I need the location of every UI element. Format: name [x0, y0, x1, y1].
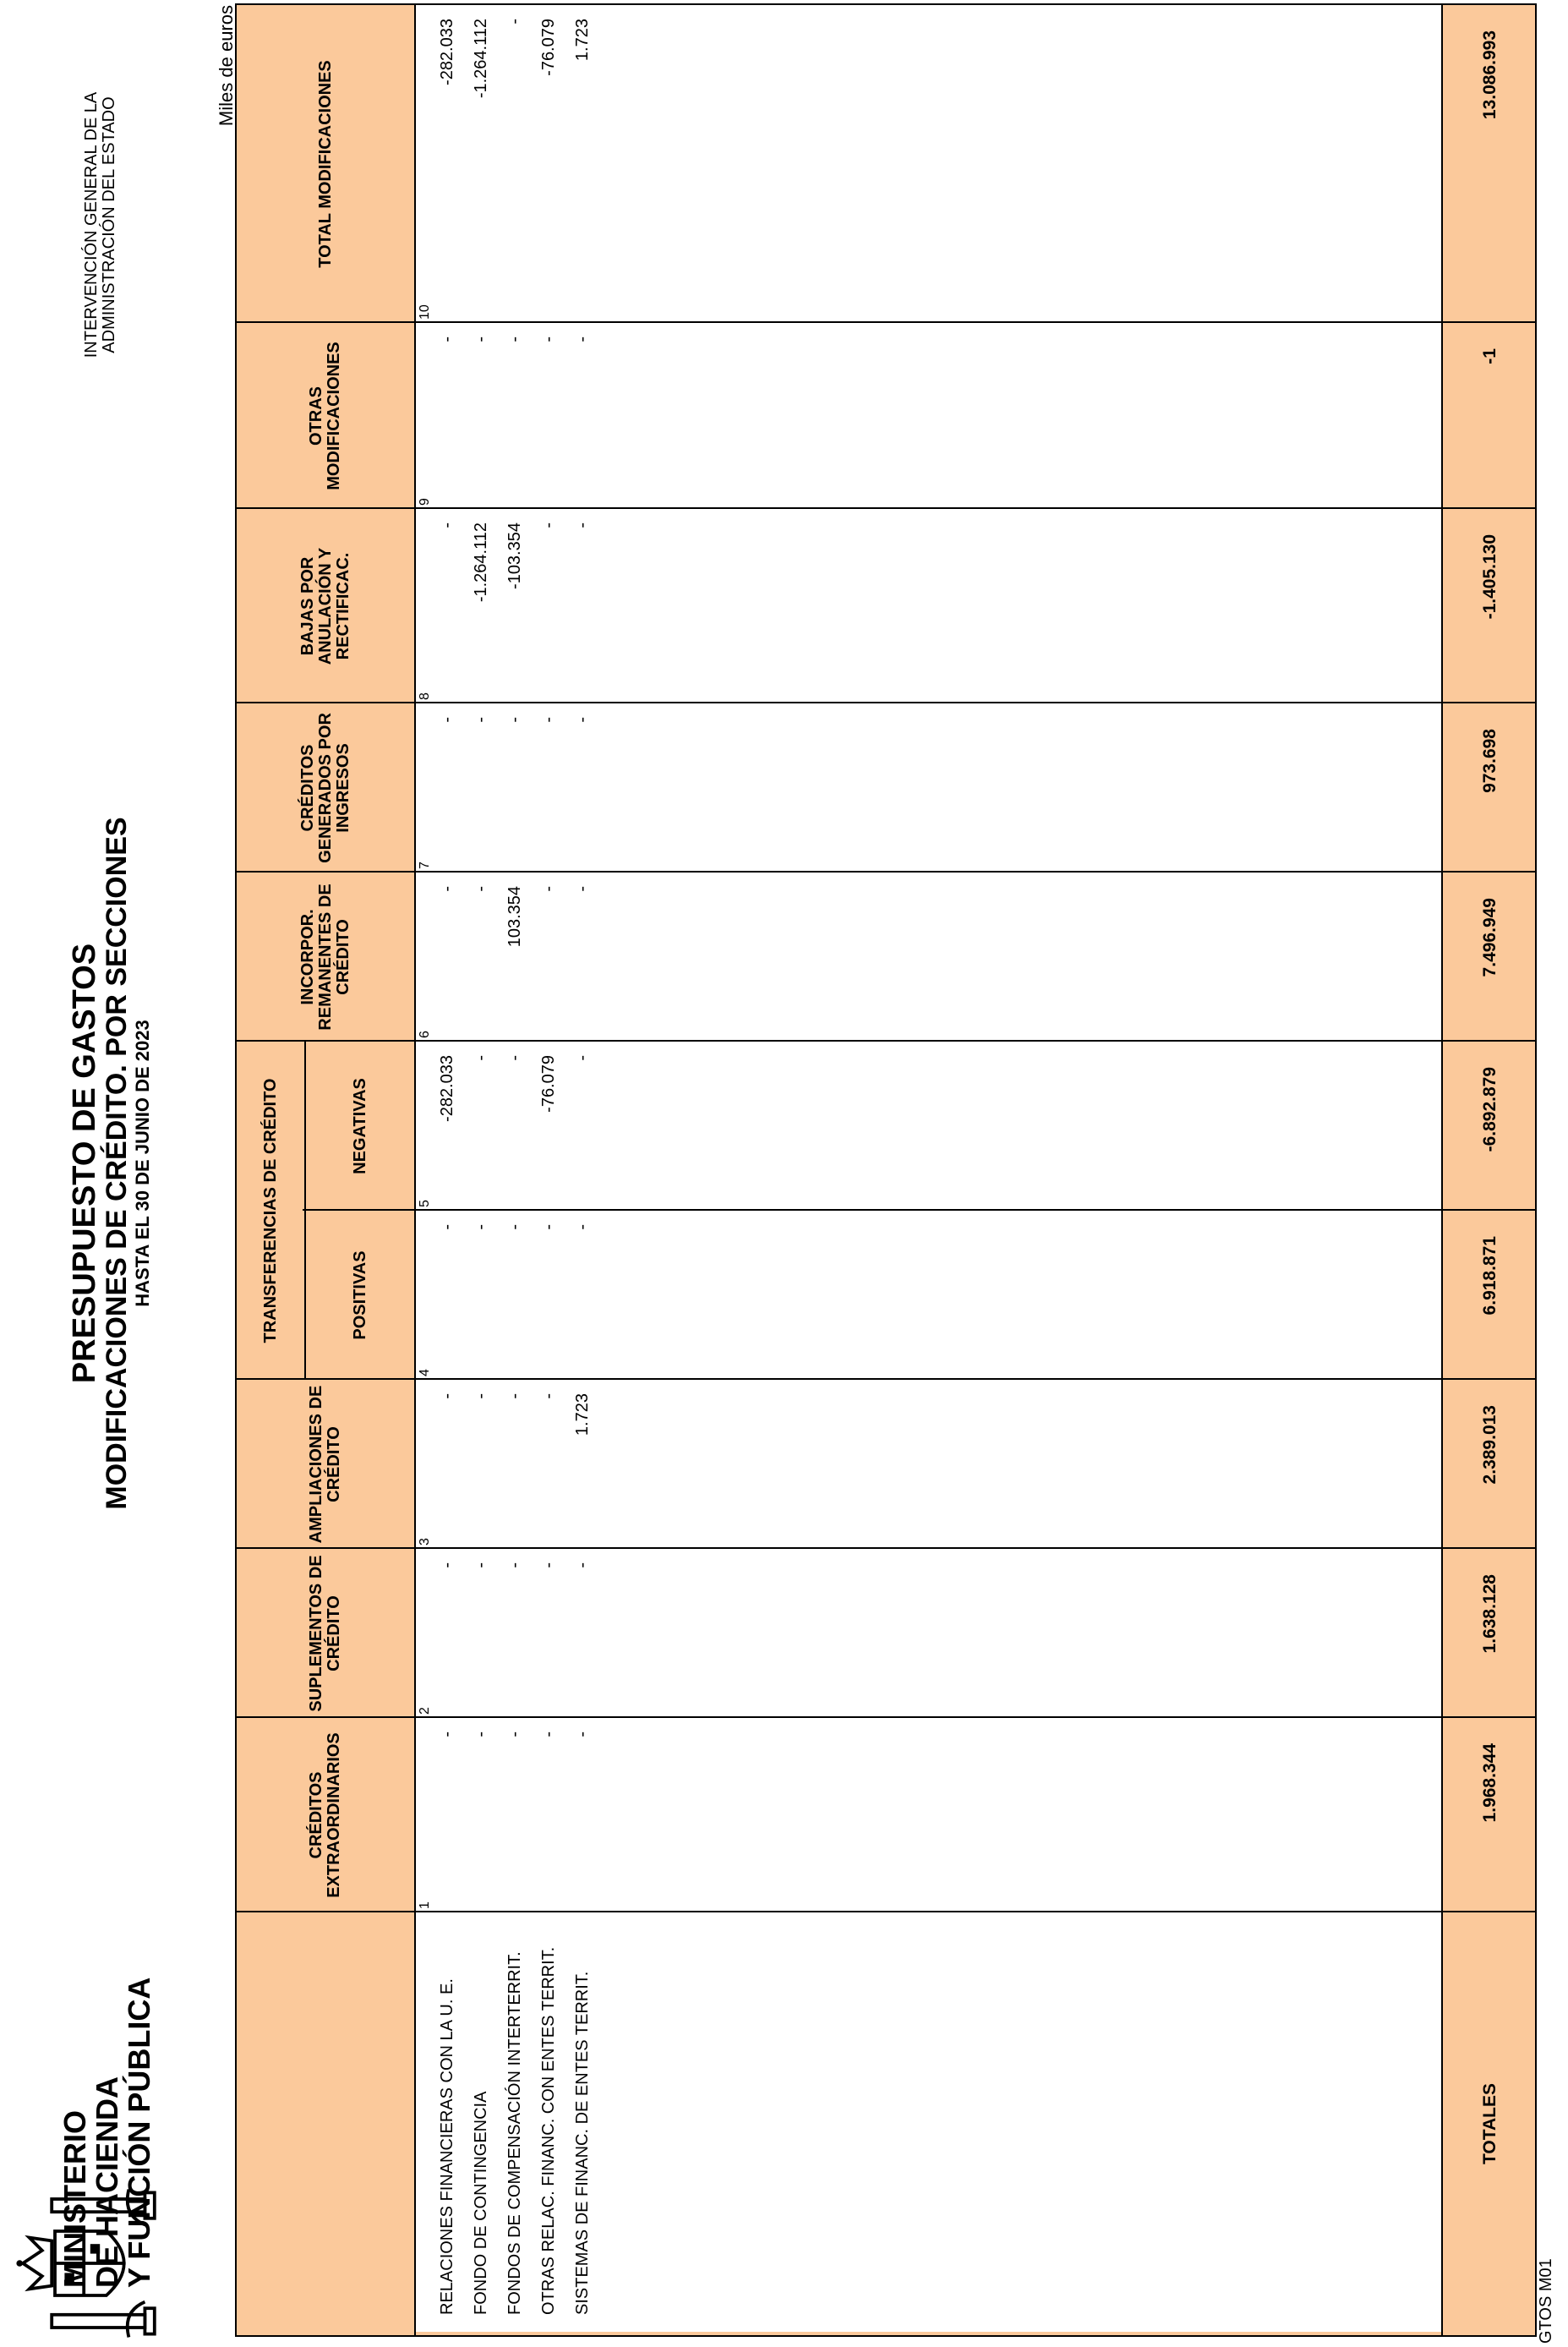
table-cell: -	[539, 336, 558, 342]
agency-name	[83, 47, 118, 402]
table-cell: -	[539, 1224, 558, 1230]
row-label: FONDOS DE COMPENSACIÓN INTERTERRIT.	[505, 1951, 524, 2315]
total-cell: 1.968.344	[1480, 1743, 1500, 1823]
table-cell: -	[505, 1224, 524, 1230]
total-cell: -6.892.879	[1480, 1067, 1500, 1152]
column-header: BAJAS POR ANULACIÓN Y RECTIFICAC.	[298, 547, 352, 665]
table-cell: 103.354	[505, 886, 524, 948]
modifications-table	[235, 3, 1537, 2337]
column-rule	[237, 1547, 1535, 1549]
column-rule	[237, 1040, 1535, 1042]
table-cell: -	[539, 1393, 558, 1399]
report-date: HASTA EL 30 DE JUNIO DE 2023	[132, 1020, 153, 1307]
table-cell: -	[539, 1732, 558, 1737]
column-rule	[237, 871, 1535, 873]
header-rule	[414, 5, 416, 2335]
total-cell: 2.389.013	[1480, 1405, 1500, 1485]
column-rule	[237, 321, 1535, 323]
ministry-line: Y FUNCIÓN PÚBLICA	[122, 1977, 156, 2288]
total-cell: 13.086.993	[1480, 30, 1500, 120]
table-cell: -76.079	[539, 19, 558, 76]
row-label: SISTEMAS DE FINANC. DE ENTES TERRIT.	[573, 1971, 592, 2315]
table-cell: -	[472, 336, 490, 342]
row-label: RELACIONES FINANCIERAS CON LA U. E.	[438, 1978, 456, 2315]
column-header: NEGATIVAS	[350, 1078, 369, 1174]
table-cell: -	[472, 1732, 490, 1737]
table-cell: -103.354	[505, 522, 524, 589]
column-number: 2	[418, 1707, 432, 1715]
table-cell: -	[539, 1562, 558, 1568]
column-number: 6	[418, 1031, 432, 1038]
column-rule	[237, 1378, 1535, 1380]
column-number: 9	[418, 498, 432, 506]
table-cell: -1.264.112	[472, 522, 490, 603]
table-cell: -282.033	[438, 1055, 456, 1122]
table-cell: -	[438, 1732, 456, 1737]
table-cell: -	[573, 886, 592, 892]
table-cell: -	[573, 717, 592, 723]
table-cell: -	[472, 717, 490, 723]
column-number: 1	[418, 1901, 432, 1909]
table-cell: -	[438, 336, 456, 342]
table-cell: -	[505, 1732, 524, 1737]
ministry-line: MINISTERIO	[57, 2109, 92, 2288]
table-cell: -	[505, 1562, 524, 1568]
column-rule	[237, 702, 1535, 703]
table-cell: -	[573, 522, 592, 528]
report-title-block	[68, 656, 154, 1671]
agency-line: INTERVENCIÓN GENERAL DE LA	[82, 91, 101, 358]
total-cell: 6.918.871	[1480, 1236, 1500, 1316]
report-title: PRESUPUESTO DE GASTOS	[67, 943, 102, 1384]
table-cell: -	[438, 717, 456, 723]
table-cell: -	[505, 1393, 524, 1399]
table-cell: -	[505, 336, 524, 342]
transfer-group-label: TRANSFERENCIAS DE CRÉDITO	[260, 1078, 280, 1343]
column-rule	[237, 1209, 1535, 1211]
table-cell: -	[472, 1055, 490, 1061]
table-cell: -	[573, 1055, 592, 1061]
column-number: 10	[418, 304, 432, 320]
total-cell: -1	[1480, 348, 1500, 364]
table-cell: -	[438, 1562, 456, 1568]
column-number: 5	[418, 1200, 432, 1207]
column-header: OTRAS MODIFICACIONES	[307, 342, 343, 490]
total-cell: -1.405.130	[1480, 534, 1500, 620]
row-label: FONDO DE CONTINGENCIA	[472, 2091, 490, 2315]
table-cell: -	[505, 19, 524, 25]
table-cell: -76.079	[539, 1055, 558, 1113]
column-number: 8	[418, 692, 432, 700]
totals-rule	[1441, 5, 1443, 2335]
table-cell: 1.723	[573, 1393, 592, 1436]
table-cell: -	[573, 336, 592, 342]
column-header: POSITIVAS	[350, 1250, 369, 1340]
ministry-line: DE HACIENDA	[90, 2076, 124, 2288]
total-cell: 973.698	[1480, 729, 1500, 793]
table-cell: -	[438, 1224, 456, 1230]
table-cell: -	[472, 1224, 490, 1230]
column-rule	[237, 507, 1535, 509]
table-cell: -	[539, 717, 558, 723]
table-cell: -	[438, 886, 456, 892]
table-cell: -	[573, 1562, 592, 1568]
column-number: 7	[418, 862, 432, 869]
table-cell: -1.264.112	[472, 19, 490, 99]
table-cell: -	[505, 717, 524, 723]
table-cell: -	[472, 886, 490, 892]
column-number: 4	[418, 1369, 432, 1376]
table-cell: -	[573, 1224, 592, 1230]
units-label: Miles de euros	[216, 5, 237, 127]
column-header: SUPLEMENTOS DE CRÉDITO	[307, 1555, 343, 1712]
table-cell: 1.723	[573, 19, 592, 62]
totals-label: TOTALES	[1480, 2082, 1500, 2165]
table-cell: -	[505, 1055, 524, 1061]
table-cell: -	[472, 1562, 490, 1568]
column-header: TOTAL MODIFICACIONES	[315, 60, 335, 268]
row-label: OTRAS RELAC. FINANC. CON ENTES TERRIT.	[539, 1946, 558, 2315]
column-header: CRÉDITOS EXTRAORDINARIOS	[307, 1732, 343, 1898]
column-rule	[237, 1716, 1535, 1718]
table-cell: -	[539, 886, 558, 892]
column-header: CRÉDITOS GENERADOS POR INGRESOS	[298, 713, 352, 863]
label-column-edge	[414, 2332, 1441, 2335]
report-subtitle: MODIFICACIONES DE CRÉDITO. POR SECCIONES	[101, 817, 133, 1510]
table-cell: -	[438, 522, 456, 528]
column-number: 3	[418, 1538, 432, 1546]
total-cell: 7.496.949	[1480, 898, 1500, 977]
column-rule	[237, 1911, 1535, 1912]
table-cell: -	[472, 1393, 490, 1399]
form-code: GTOS M01	[1537, 2258, 1555, 2344]
column-header: AMPLIACIONES DE CRÉDITO	[307, 1385, 343, 1544]
table-cell: -282.033	[438, 19, 456, 85]
total-cell: 1.638.128	[1480, 1574, 1500, 1654]
table-cell: -	[539, 522, 558, 528]
column-header: INCORPOR. REMANENTES DE CRÉDITO	[298, 884, 352, 1031]
agency-line: ADMINISTRACIÓN DEL ESTADO	[100, 96, 118, 353]
table-cell: -	[573, 1732, 592, 1737]
ministry-name	[57, 1977, 156, 2288]
table-cell: -	[438, 1393, 456, 1399]
